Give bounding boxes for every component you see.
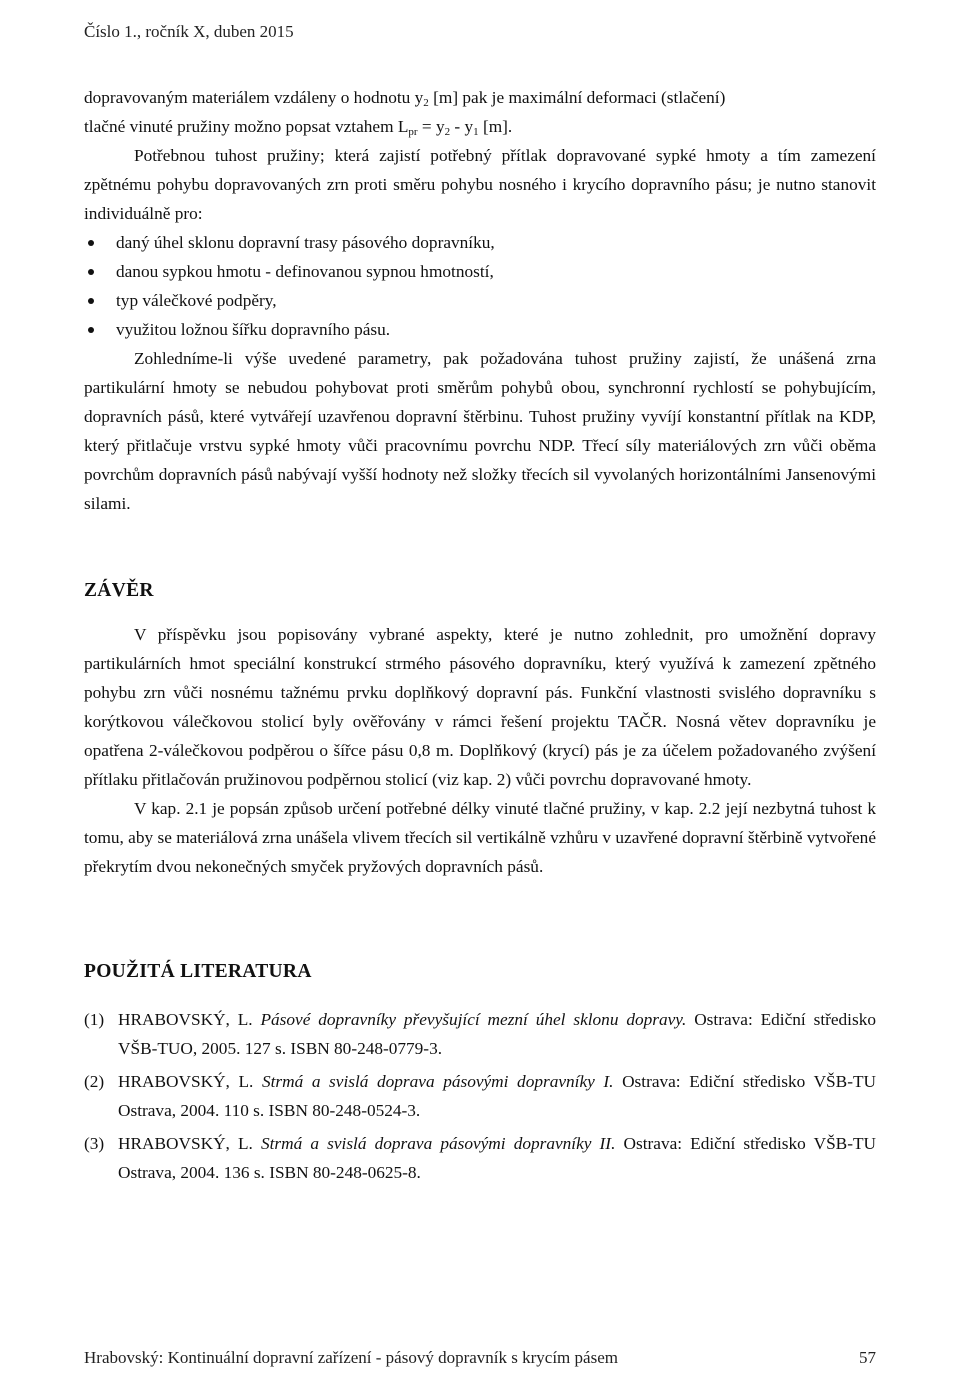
page-number: 57 — [859, 1348, 876, 1367]
reference-item — [84, 1005, 876, 1063]
conclusion-heading: ZÁVĚR — [84, 580, 154, 601]
subscript: 2 — [444, 126, 451, 138]
reference-author: HRABOVSKÝ, L. — [118, 1134, 253, 1153]
running-footer — [84, 1348, 876, 1368]
subscript: 2 — [423, 97, 429, 109]
conclusion-paragraph-1: V příspěvku jsou popisovány vybrané aspekty, které je nutno zohlednit, pro umožnění dopravy partikulárních hmot speciální konstrukcí strmého pásového dopravníku, který využívá k zamezení zpětného pohybu zrn vůči nosnému tažnému prvku doplňkový dopravní pás. Funkční vlastnosti svislého dopravníku s korýtkovou válečkovou stolicí byly ověřovány v rámci řešení projektu TAČR. Nosná větev dopravníku je opatřena 2-válečkovou podpěrou o šířce pásu 0,8 m. Doplňkový (krycí) pás je za účelem požadovaného zvýšení přítlaku přitlačován pružinovou podpěrnou stolicí (viz kap. 2) vůči povrchu dopravované hmoty. — [84, 625, 876, 789]
reference-details: Ostrava: Ediční středisko VŠB-TU Ostrava, 2004. 110 s. ISBN 80-248-0524-3. — [118, 1072, 876, 1120]
list-item-text: typ válečkové podpěry, — [116, 291, 277, 310]
formula-part: - y — [450, 117, 474, 136]
reference-details: Ostrava: Ediční středisko VŠB-TU Ostrava, 2004. 136 s. ISBN 80-248-0625-8. — [118, 1134, 877, 1182]
reference-author: HRABOVSKÝ, L. — [118, 1010, 253, 1029]
reference-item — [84, 1067, 876, 1125]
reference-title: Strmá a svislá doprava pásovými dopravníky II. — [260, 1134, 616, 1153]
intro-paragraph — [84, 83, 876, 518]
list-item — [84, 228, 876, 257]
subscript: pr — [408, 126, 418, 138]
subscript: 1 — [473, 126, 479, 138]
bullet-icon — [88, 327, 94, 333]
running-header: Číslo 1., ročník X, duben 2015 — [84, 22, 294, 41]
reference-number: (3) — [84, 1134, 105, 1153]
reference-list — [84, 1005, 876, 1187]
parameters-paragraph: Zohledníme-li výše uvedené parametry, pak požadována tuhost pružiny zajistí, že unášená zrna partikulární hmoty se nebudou pohybovat proti směrům pohybů obou, synchronní rychlostí se pohybujícím, dopravních pásů, které vytvářejí uzavřenou dopravní štěrbinu. Tuhost pružiny vyvíjí konstantní přítlak na KDP, který přitlačuje vrstvu sypké hmoty vůči pracovnímu povrchu NDP. Třecí síly materiálových zrn vůči oběma povrchům dopravních pásů nabývají vyšší hodnoty než složky třecích sil vyvolaných horizontálními Jansenovými silami. — [84, 349, 876, 513]
reference-number: (1) — [84, 1010, 105, 1029]
list-item — [84, 286, 876, 315]
reference-title: Pásové dopravníky převyšující mezní úhel sklonu dopravy. — [260, 1010, 687, 1029]
conclusion-body — [84, 620, 876, 881]
bullet-icon — [88, 240, 94, 246]
intro-line-1 — [84, 83, 876, 112]
conclusion-paragraph-2: V kap. 2.1 je popsán způsob určení potřebné délky vinuté tlačné pružiny, v kap. 2.2 její nezbytná tuhost k tomu, aby se materiálová zrna unášela vlivem třecích sil vertikálně vzhůru v uzavřené dopravní štěrbině vytvořené překrytím dvou nekonečných smyček pryžových dopravních pásů. — [84, 799, 876, 876]
formula-part: [m]. — [478, 117, 513, 136]
reference-title: Strmá a svislá doprava pásovými dopravníky I. — [261, 1072, 614, 1091]
intro-line-2 — [84, 112, 876, 141]
list-item — [84, 315, 876, 344]
bullet-icon — [88, 269, 94, 275]
parameter-list — [84, 228, 876, 344]
reference-details: Ostrava: Ediční středisko VŠB-TUO, 2005. 127 s. ISBN 80-248-0779-3. — [118, 1010, 876, 1058]
reference-item — [84, 1129, 876, 1187]
footer-text: Hrabovský: Kontinuální dopravní zařízení - pásový dopravník s krycím pásem — [84, 1348, 618, 1367]
list-item — [84, 257, 876, 286]
literature-heading: POUŽITÁ LITERATURA — [84, 961, 312, 982]
list-item-text: využitou ložnou šířku dopravního pásu. — [116, 320, 391, 339]
list-item-text: danou sypkou hmotu - definovanou sypnou hmotností, — [116, 262, 494, 281]
intro-line-1-text: dopravovaným materiálem vzdáleny o hodnotu y — [84, 88, 424, 107]
formula-part: = y — [417, 117, 445, 136]
intro-line-2-text: tlačné vinuté pružiny možno popsat vztahem L — [84, 117, 409, 136]
list-item-text: daný úhel sklonu dopravní trasy pásového dopravníku, — [116, 233, 495, 252]
reference-number: (2) — [84, 1072, 105, 1091]
intro-line-1-tail: [m] pak je maximální deformaci (stlačení) — [428, 88, 726, 107]
bullet-icon — [88, 298, 94, 304]
reference-author: HRABOVSKÝ, L. — [118, 1072, 254, 1091]
stiffness-paragraph: Potřebnou tuhost pružiny; která zajistí potřebný přítlak dopravované sypké hmoty a tím zamezení zpětnému pohybu dopravovaných zrn proti směru pohybu nosného i krycího dopravního pásu; je nutno stanovit individuálně pro: — [84, 146, 876, 223]
